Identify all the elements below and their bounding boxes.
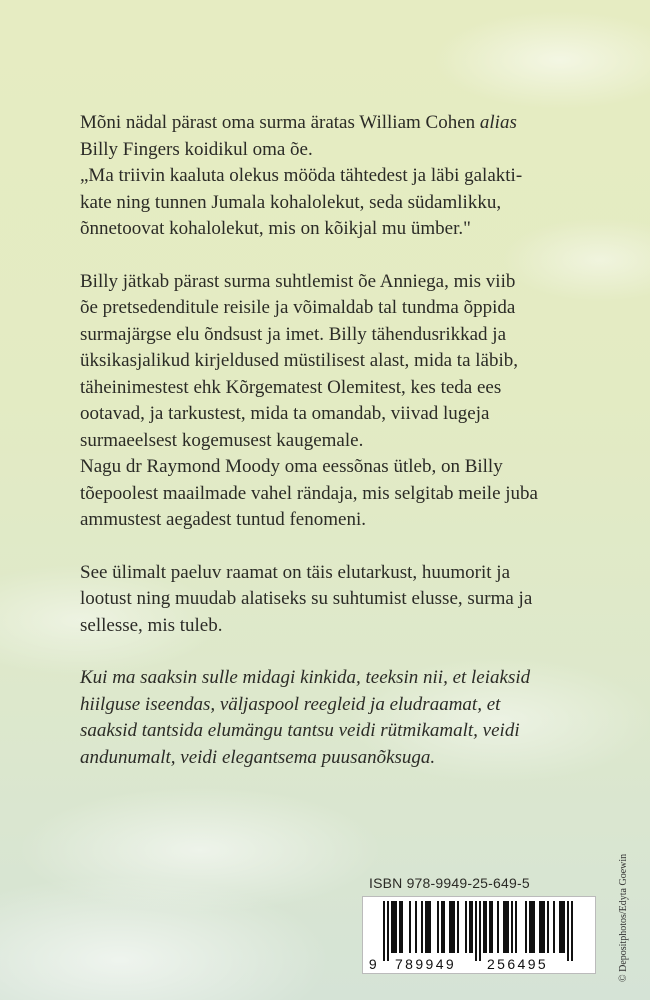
barcode-bar: [409, 901, 411, 953]
barcode-digits: 789949: [395, 956, 457, 972]
barcode-bar: [539, 901, 541, 953]
barcode-bar: [393, 901, 395, 953]
barcode-bar: [437, 901, 439, 953]
barcode-bar: [451, 901, 453, 953]
isbn-label: ISBN 978-9949-25-649-5: [369, 875, 530, 891]
barcode-bar: [567, 901, 569, 961]
text-line-part: Mõni nädal pärast oma surma äratas William Cohen: [80, 112, 480, 133]
barcode-bar: [561, 901, 563, 953]
quote-paragraph: [80, 665, 600, 771]
text-line: „Ma triivin kaaluta olekus mööda tähtedest ja läbi galakti-: [80, 165, 523, 186]
barcode-bar: [497, 901, 499, 953]
text-line: [80, 110, 600, 137]
barcode-bar: [547, 901, 549, 953]
text-line: ootavad, ja tarkustest, mida ta omandab, viivad lugeja: [80, 403, 490, 424]
barcode-digits: 256495: [487, 956, 549, 972]
text-line: surmaeelsest kogemusest kaugemale.: [80, 429, 364, 451]
text-line: lootust ning muudab alatiseks su suhtumist elusse, surma ja: [80, 588, 533, 609]
barcode-bar: [553, 901, 555, 953]
barcode-bar: [469, 901, 471, 953]
text-line: sellesse, mis tuleb.: [80, 614, 223, 636]
barcode-bar: [425, 901, 427, 953]
barcode-bar: [503, 901, 505, 953]
text-line: üksikasjalikud kirjeldused müstilisest alast, mida ta läbib,: [80, 350, 518, 371]
text-line: Billy jätkab pärast surma suhtlemist õe Anniega, mis viib: [80, 270, 516, 292]
barcode-bar: [507, 901, 509, 953]
text-line: saaksid tantsida elumängu tantsu veidi rütmikamalt, veidi: [80, 720, 520, 741]
barcode-bar: [443, 901, 445, 953]
text-line: Billy Fingers koidikul oma õe.: [80, 138, 313, 160]
barcode-bar: [395, 901, 397, 953]
barcode-bar: [543, 901, 545, 953]
barcode-bar: [427, 901, 429, 953]
barcode-bar: [559, 901, 561, 953]
barcode-bar: [505, 901, 507, 953]
text-line: täheinimestest ehk Kõrgematest Olemitest, kes teda ees: [80, 376, 502, 398]
barcode-bar: [489, 901, 491, 953]
barcode-bar: [479, 901, 481, 961]
text-line: Kui ma saaksin sulle midagi kinkida, teeksin nii, et leiaksid: [80, 667, 531, 688]
barcode-bar: [421, 901, 423, 953]
barcode-bar: [511, 901, 513, 953]
text-line: See ülimalt paeluv raamat on täis elutarkust, huumorit ja: [80, 561, 511, 583]
barcode-digits: 9: [368, 956, 379, 972]
barcode-bar: [571, 901, 573, 961]
photo-credit: © Depositphotos/Edyta Goewin: [618, 853, 629, 982]
barcode-bar: [515, 901, 517, 953]
barcode-bar: [391, 901, 393, 953]
barcode-bar: [563, 901, 565, 953]
barcode-bar: [483, 901, 485, 953]
barcode-bar: [399, 901, 401, 953]
barcode-bar: [453, 901, 455, 953]
barcode-bar: [525, 901, 527, 953]
text-line: andunumalt, veidi elegantsema puusanõksuga.: [80, 746, 436, 768]
barcode-bar: [441, 901, 443, 953]
barcode-bar: [429, 901, 431, 953]
barcode-bar: [491, 901, 493, 953]
barcode-bar: [387, 901, 389, 961]
barcode-bar: [465, 901, 467, 953]
text-line: hiilguse iseendas, väljaspool reegleid ja eludraamat, et: [80, 693, 501, 715]
text-line: õe pretsedenditule reisile ja võimaldab tal tundma õppida: [80, 297, 516, 318]
barcode: [362, 896, 596, 974]
blurb: [80, 110, 600, 797]
barcode-graphic: [363, 897, 595, 973]
paragraph-3: [80, 560, 600, 640]
barcode-bar: [485, 901, 487, 953]
text-line: tõepoolest maailmade vahel rändaja, mis selgitab meile juba: [80, 482, 538, 504]
barcode-bar: [541, 901, 543, 953]
barcode-bar: [475, 901, 477, 961]
text-line: kate ning tunnen Jumala kohalolekut, seda südamlikku,: [80, 191, 502, 213]
paragraph-2: [80, 269, 600, 534]
text-line: Nagu dr Raymond Moody oma eessõnas ütleb, on Billy: [80, 456, 503, 477]
barcode-bar: [449, 901, 451, 953]
text-line: ammustest aegadest tuntud fenomeni.: [80, 509, 366, 530]
barcode-bar: [529, 901, 531, 953]
barcode-bar: [457, 901, 459, 953]
barcode-bar: [471, 901, 473, 953]
barcode-bar: [383, 901, 385, 961]
text-line: õnnetoovat kohalolekut, mis on kõikjal mu ümber.": [80, 218, 471, 239]
text-line: surmajärgse elu õndsust ja imet. Billy tähendusrikkad ja: [80, 323, 507, 345]
barcode-bar: [533, 901, 535, 953]
alias-word: alias: [479, 112, 517, 133]
barcode-bar: [401, 901, 403, 953]
barcode-bar: [531, 901, 533, 953]
paragraph-1: [80, 110, 600, 243]
barcode-bar: [415, 901, 417, 953]
